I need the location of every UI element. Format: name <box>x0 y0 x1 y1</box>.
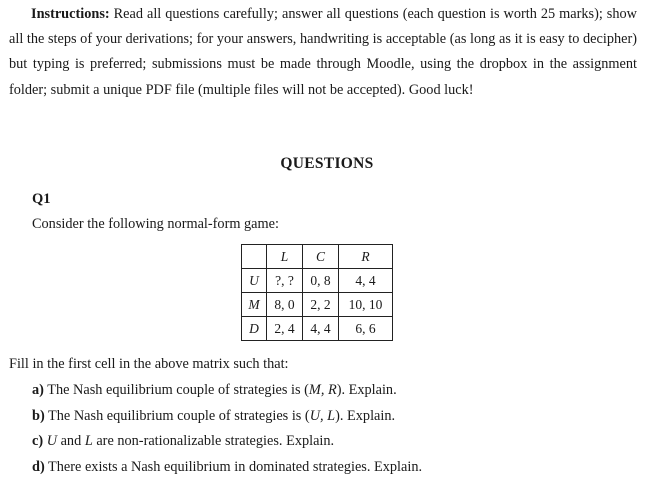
instructions-text: Read all questions carefully; answer all questions (each question is worth 25 marks); show all the steps of your derivations; for your answers, handwriting is acceptable (as long as it is easy to decipher) but typing is preferred; submissions must be made through Moodle, using the dropbox in the assignment folder; submit a unique PDF file (multiple files will not be accepted). Good luck! <box>9 6 637 98</box>
part-label: d) <box>32 458 45 475</box>
payoff-cell-m-c: 2, 2 <box>303 293 339 317</box>
part-text: There exists a Nash equilibrium in dominated strategies. Explain. <box>48 458 423 475</box>
part-text-end: are non-rationalizable strategies. Explain. <box>92 433 335 449</box>
payoff-cell-d-c: 4, 4 <box>303 317 339 341</box>
payoff-matrix <box>241 244 393 341</box>
payoff-cell-m-r: 10, 10 <box>339 293 393 317</box>
section-heading: QUESTIONS <box>280 155 374 172</box>
payoff-cell-d-r: 6, 6 <box>339 317 393 341</box>
question-parts-list <box>32 380 422 482</box>
row-header-m: M <box>242 293 267 317</box>
payoff-cell-u-l: ?, ? <box>267 269 303 293</box>
question-prompt: Fill in the first cell in the above matrix such that: <box>9 356 289 372</box>
part-math-2: L <box>84 433 93 449</box>
instructions-label: Instructions: <box>31 6 110 22</box>
part-math: U, L <box>309 407 336 424</box>
part-label: c) <box>32 433 44 449</box>
question-title: Q1 <box>32 191 51 207</box>
column-header-c: C <box>303 245 339 269</box>
payoff-cell-u-r: 4, 4 <box>339 269 393 293</box>
part-b <box>32 406 422 432</box>
part-label: a) <box>32 382 44 398</box>
row-header-d: D <box>242 317 267 341</box>
column-header-r: R <box>339 245 393 269</box>
matrix-row-m <box>242 293 393 317</box>
part-d <box>32 457 422 483</box>
part-text: The Nash equilibrium couple of strategies is ( <box>48 407 310 424</box>
question-intro: Consider the following normal-form game: <box>32 216 279 232</box>
part-label: b) <box>32 407 45 424</box>
part-text-mid: and <box>57 433 85 449</box>
row-header-u: U <box>242 269 267 293</box>
part-math: M, R <box>308 382 337 398</box>
matrix-row-d <box>242 317 393 341</box>
part-a <box>32 380 422 406</box>
column-header-l: L <box>267 245 303 269</box>
payoff-cell-d-l: 2, 4 <box>267 317 303 341</box>
matrix-corner-cell <box>242 245 267 269</box>
part-c <box>32 431 422 457</box>
instructions-paragraph <box>9 2 637 103</box>
matrix-row-u <box>242 269 393 293</box>
part-text-end: ). Explain. <box>335 407 396 424</box>
payoff-cell-m-l: 8, 0 <box>267 293 303 317</box>
part-math: U <box>46 433 58 449</box>
part-text: The Nash equilibrium couple of strategies is ( <box>47 382 309 398</box>
payoff-cell-u-c: 0, 8 <box>303 269 339 293</box>
part-text-end: ). Explain. <box>336 382 397 398</box>
matrix-header-row <box>242 245 393 269</box>
